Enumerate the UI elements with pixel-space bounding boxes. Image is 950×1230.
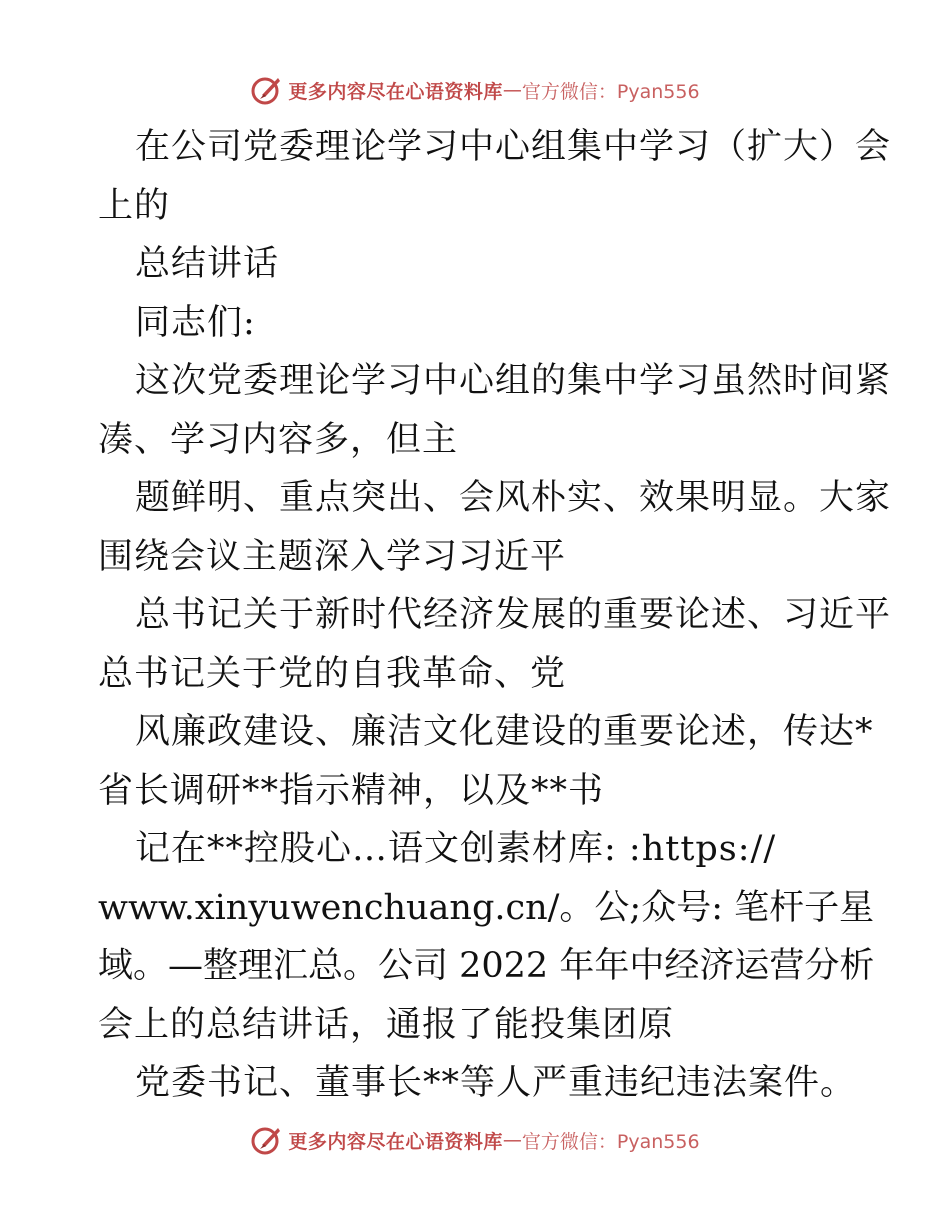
paragraph-line: 这次党委理论学习中心组的集中学习虽然时间紧 (135, 361, 892, 401)
banner-dash: — (502, 79, 522, 101)
title-line-3: 总结讲话 (135, 244, 280, 284)
promo-text: 更多内容尽在心语资料库 (288, 1130, 503, 1153)
title-line-2: 上的 (98, 185, 171, 226)
salutation: 同志们: (135, 302, 256, 343)
paragraph-line: 总书记关于新时代经济发展的重要论述、习近平 (135, 595, 892, 635)
title-line-1: 在公司党委理论学习中心组集中学习（扩大）会 (135, 127, 892, 167)
paragraph-line: 题鲜明、重点突出、会风朴实、效果明显。大家 (135, 478, 892, 518)
wechat-text: 官方微信：Pyan556 (521, 80, 700, 103)
banner-dash: — (502, 1129, 522, 1151)
paragraph-line: 风廉政建设、廉洁文化建设的重要论述，传达* (135, 712, 874, 752)
paragraph-line: 域。—整理汇总。公司 2022 年年中经济运营分析 (98, 946, 875, 986)
header-banner (0, 70, 950, 110)
footer-banner (0, 1120, 950, 1160)
paragraph-line: 党委书记、董事长**等人严重违纪违法案件。 (135, 1063, 857, 1103)
promo-text: 更多内容尽在心语资料库 (288, 80, 503, 103)
paragraph-line: 总书记关于党的自我革命、党 (98, 653, 567, 694)
paragraph-line: 记在**控股心…语文创素材库: :https:// (135, 829, 777, 869)
wechat-text: 官方微信：Pyan556 (521, 1130, 700, 1153)
paragraph-line: www.xinyuwenchuang.cn/。公;众号: 笔杆子星 (98, 887, 875, 928)
paragraph-line: 凑、学习内容多，但主 (98, 419, 459, 460)
quill-logo-icon (250, 1123, 284, 1157)
paragraph-line: 围绕会议主题深入学习习近平 (98, 536, 567, 577)
quill-logo-icon (250, 73, 284, 107)
paragraph-line: 会上的总结讲话，通报了能投集团原 (98, 1004, 675, 1045)
document-body (98, 118, 892, 1113)
paragraph-line: 省长调研**指示精神，以及**书 (98, 770, 605, 811)
